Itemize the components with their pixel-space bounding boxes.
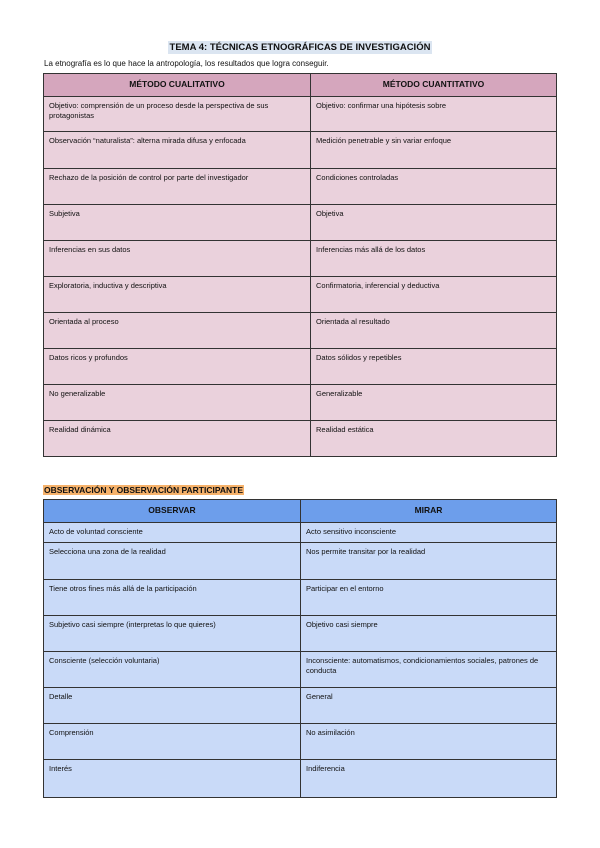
- table-cell: Subjetivo casi siempre (interpretas lo que quieres): [44, 616, 301, 652]
- table-row: [44, 652, 557, 688]
- table-cell: Datos ricos y profundos: [44, 349, 311, 385]
- table-row: [44, 132, 557, 169]
- section-title: OBSERVACIÓN Y OBSERVACIÓN PARTICIPANTE: [44, 485, 243, 495]
- table-cell: Indiferencia: [301, 760, 557, 798]
- table-cell: Comprensión: [44, 724, 301, 760]
- table-row: [44, 313, 557, 349]
- table-cell: Selecciona una zona de la realidad: [44, 543, 301, 580]
- table-cell: Orientada al proceso: [44, 313, 311, 349]
- table-row: [44, 580, 557, 616]
- table-cell: Medición penetrable y sin variar enfoque: [311, 132, 557, 169]
- table-cell: Observación “naturalista”: alterna mirada difusa y enfocada: [44, 132, 311, 169]
- observe-vs-look-table: [43, 499, 557, 798]
- table-header-row: [44, 74, 557, 97]
- table-cell: Realidad estática: [311, 421, 557, 457]
- table-cell: Generalizable: [311, 385, 557, 421]
- table-row: [44, 277, 557, 313]
- table-cell: Tiene otros fines más allá de la participación: [44, 580, 301, 616]
- table-cell: No asimilación: [301, 724, 557, 760]
- table-row: [44, 724, 557, 760]
- table-row: [44, 169, 557, 205]
- table-cell: Inferencias en sus datos: [44, 241, 311, 277]
- intro-text: La etnografía es lo que hace la antropología, los resultados que logra conseguir.: [44, 59, 329, 68]
- table-row: [44, 349, 557, 385]
- table-row: [44, 688, 557, 724]
- table-cell: No generalizable: [44, 385, 311, 421]
- table-cell: Objetivo: comprensión de un proceso desde la perspectiva de sus protagonistas: [44, 97, 311, 132]
- table-cell: Orientada al resultado: [311, 313, 557, 349]
- table-row: [44, 241, 557, 277]
- table-row: [44, 97, 557, 132]
- methods-comparison-table: [43, 73, 557, 457]
- table-cell: Acto de voluntad consciente: [44, 523, 301, 543]
- table-row: [44, 523, 557, 543]
- column-header: MÉTODO CUALITATIVO: [44, 74, 311, 97]
- table-row: [44, 760, 557, 798]
- table-row: [44, 616, 557, 652]
- table-cell: Interés: [44, 760, 301, 798]
- table-cell: Detalle: [44, 688, 301, 724]
- table-cell: Nos permite transitar por la realidad: [301, 543, 557, 580]
- table-cell: Participar en el entorno: [301, 580, 557, 616]
- table-cell: General: [301, 688, 557, 724]
- column-header: MÉTODO CUANTITATIVO: [311, 74, 557, 97]
- table-cell: Objetiva: [311, 205, 557, 241]
- table-cell: Datos sólidos y repetibles: [311, 349, 557, 385]
- table-cell: Rechazo de la posición de control por parte del investigador: [44, 169, 311, 205]
- table-cell: Inconsciente: automatismos, condicionamientos sociales, patrones de conducta: [301, 652, 557, 688]
- table-cell: Acto sensitivo inconsciente: [301, 523, 557, 543]
- column-header: OBSERVAR: [44, 500, 301, 523]
- page-title: TEMA 4: TÉCNICAS ETNOGRÁFICAS DE INVESTIGACIÓN: [169, 42, 431, 53]
- table-cell: Objetivo: confirmar una hipótesis sobre: [311, 97, 557, 132]
- table-header-row: [44, 500, 557, 523]
- table-cell: Objetivo casi siempre: [301, 616, 557, 652]
- table-row: [44, 543, 557, 580]
- table-cell: Exploratoria, inductiva y descriptiva: [44, 277, 311, 313]
- table-cell: Realidad dinámica: [44, 421, 311, 457]
- table-cell: Confirmatoria, inferencial y deductiva: [311, 277, 557, 313]
- table-cell: Condiciones controladas: [311, 169, 557, 205]
- table-row: [44, 421, 557, 457]
- column-header: MIRAR: [301, 500, 557, 523]
- table-cell: Subjetiva: [44, 205, 311, 241]
- table-cell: Inferencias más allá de los datos: [311, 241, 557, 277]
- table-row: [44, 385, 557, 421]
- table-cell: Consciente (selección voluntaria): [44, 652, 301, 688]
- table-row: [44, 205, 557, 241]
